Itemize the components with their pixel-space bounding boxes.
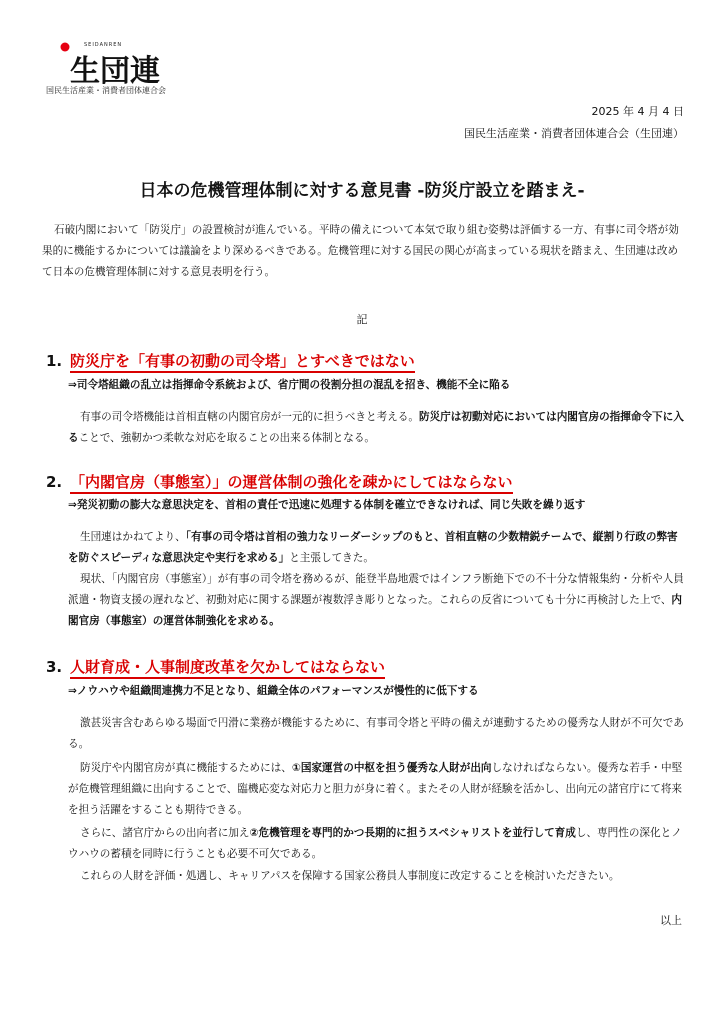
logo-romaji: SEIDANREN	[84, 42, 123, 48]
logo-organization-name: 国民生活産業・消費者団体連合会	[46, 86, 166, 95]
section-3-paragraph-2	[68, 758, 688, 821]
section-1-paragraph	[68, 407, 688, 449]
closing-mark: 以上	[660, 914, 682, 927]
emphasis-text: ①国家運営の中枢を担う優秀な人財が出向	[291, 762, 492, 774]
section-heading-text: 防災庁を「有事の初動の司令塔」とすべきではない	[70, 352, 415, 373]
section-heading-text: 「内閣官房（事態室）」の運営体制の強化を疎かにしてはならない	[70, 473, 513, 494]
section-2-subheading: ⇒発災初動の膨大な意思決定を、首相の責任で迅速に処理する体制を確立できなければ、同じ失敗を繰り返す	[68, 499, 586, 511]
section-1-heading	[46, 350, 415, 371]
section-3-subheading: ⇒ノウハウや組織間連携力不足となり、組織全体のパフォーマンスが慢性的に低下する	[68, 685, 479, 697]
text-span: 現状、「内閣官房（事態室）」が有事の司令塔を務めるが、能登半島地震ではインフラ断絶下での不十分な情報集約・分析や人員派遣・物資支援の遅れなど、初動対応に関する課題が複数浮き彫りとなった。これらの反省についても十分に再検討した上で、	[68, 573, 684, 606]
section-number: 1.	[46, 352, 63, 370]
emphasis-text: 内閣官房（事態室）の運営体制強化を求める。	[68, 594, 683, 627]
section-3-paragraph-4: これらの人財を評価・処遇し、キャリアパスを保障する国家公務員人事制度に改定することを検討いただきたい。	[80, 870, 620, 882]
intro-paragraph: 石破内閣において「防災庁」の設置検討が進んでいる。平時の備えについて本気で取り組む姿勢は評価する一方、有事に司令塔が効果的に機能するかについては議論をより深めるべきである。危機管理に対する国民の関心が高まっている現状を踏まえ、生団連は改めて日本の危機管理体制に対する意見表明を行う。	[42, 224, 679, 278]
text-span: し、専門性の深化とノウハウの蓄積を同時に行うことも必要不可欠である。	[68, 827, 682, 860]
text-span: 防災庁や内閣官房が真に機能するためには、	[80, 762, 292, 774]
section-heading-text: 人財育成・人事制度改革を欠かしてはならない	[70, 658, 385, 679]
text-span: と主張してきた。	[289, 552, 374, 564]
text-span: ことで、強靭かつ柔軟な対応を取ることの出来る体制となる。	[78, 432, 376, 444]
emphasis-text: 防災庁は初動対応においては内閣官房の指揮命令下に入る	[68, 411, 684, 444]
section-2-heading	[46, 471, 513, 492]
section-2-paragraph-2	[68, 569, 688, 632]
section-number: 3.	[46, 658, 63, 676]
section-number: 2.	[46, 473, 63, 491]
logo-name: 生団連	[70, 54, 160, 89]
ki-marker: 記	[356, 313, 368, 326]
organization-logo	[46, 40, 196, 98]
section-3-heading	[46, 656, 385, 677]
section-3-paragraph-1: 激甚災害含むあらゆる場面で円滑に業務が機能するために、有事司令塔と平時の備えが連動するための優秀な人財が不可欠である。	[68, 717, 684, 750]
text-span: 有事の司令塔機能は首相直轄の内閣官房が一元的に担うべきと考える。	[80, 411, 419, 423]
section-2-paragraph-1	[68, 527, 688, 569]
text-span: しなければならない。優秀な若手・中堅が危機管理組織に出向することで、臨機応変な対応力と胆力が身に着く。またその人財が経験を活かし、出向元の諸官庁にて将来を担う活躍をすることも期待できる。	[68, 762, 683, 816]
issuer-organization: 国民生活産業・消費者団体連合会（生団連）	[464, 127, 684, 140]
emphasis-text: ②危機管理を専門的かつ長期的に担うスペシャリストを並行して育成	[249, 827, 576, 839]
emphasis-text: 「有事の司令塔は首相の強力なリーダーシップのもと、首相直轄の少数精鋭チームで、縦割り行政の弊害を防ぐスピーディな意思決定や実行を求める」	[68, 531, 678, 564]
section-1-subheading: ⇒司令塔組織の乱立は指揮命令系統および、省庁間の役割分担の混乱を招き、機能不全に陥る	[68, 379, 511, 391]
section-3-paragraph-3	[68, 823, 688, 865]
document-date: 2025 年 4 月 4 日	[591, 105, 684, 118]
logo-red-dot-icon	[60, 42, 70, 52]
text-span: 生団連はかねてより、	[80, 531, 186, 543]
document-title: 日本の危機管理体制に対する意見書 -防災庁設立を踏まえ-	[139, 181, 585, 201]
text-span: さらに、諸官庁からの出向者に加え	[80, 827, 250, 839]
